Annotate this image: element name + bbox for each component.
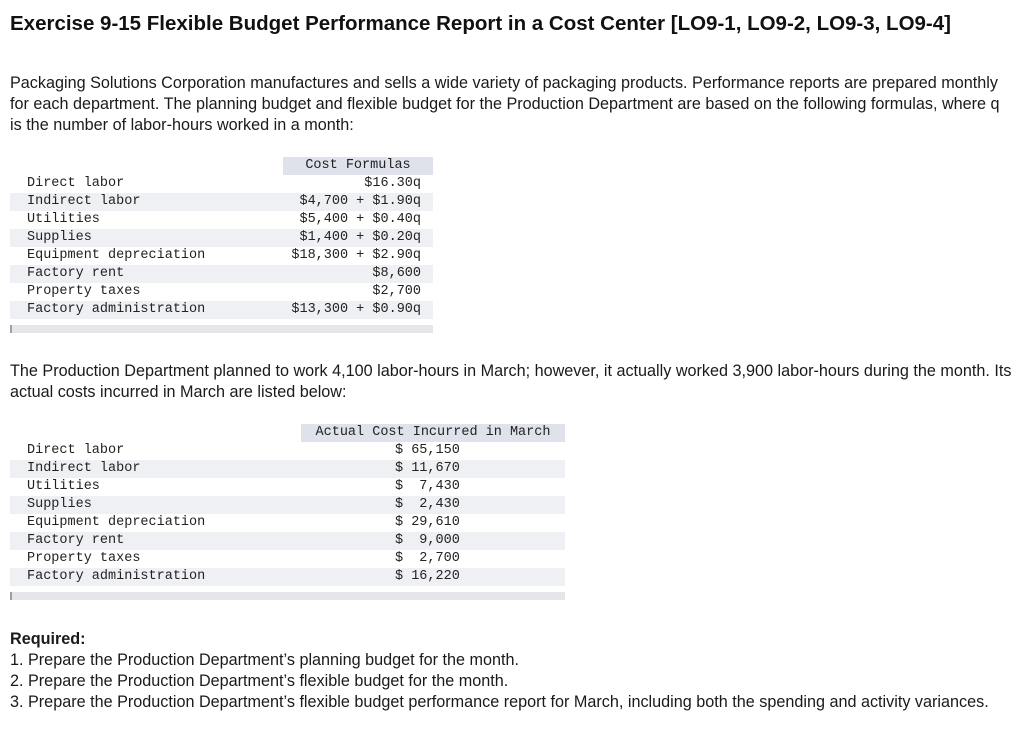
row-value: $8,600: [372, 266, 421, 281]
actual-costs-header: Actual Cost Incurred in March: [301, 424, 565, 442]
table-row: [10, 193, 433, 211]
row-value: $ 29,610: [395, 515, 460, 530]
row-label: Direct labor: [27, 443, 125, 458]
row-value: $13,300 + $0.90q: [291, 302, 421, 317]
middle-paragraph: The Production Department planned to work 4,100 labor-hours in March; however, it actually worked 3,900 labor-hours during the month. Its actual costs incurred in March are listed below:: [10, 362, 1012, 401]
table-row: [10, 496, 565, 514]
required-item: 3. Prepare the Production Department’s flexible budget performance report for March, including both the spending and activity variances.: [10, 693, 989, 711]
table-row: [10, 550, 565, 568]
table-row: [10, 247, 433, 265]
row-label: Factory administration: [27, 302, 206, 317]
table-row: [10, 175, 433, 193]
cost-formulas-table: [10, 157, 433, 337]
row-value: $ 2,430: [395, 497, 460, 512]
row-value: $16.30q: [364, 176, 421, 191]
row-label: Factory rent: [27, 266, 125, 281]
row-label: Supplies: [27, 497, 92, 512]
row-value: $18,300 + $2.90q: [291, 248, 421, 263]
row-label: Equipment depreciation: [27, 515, 206, 530]
row-value: $4,700 + $1.90q: [299, 194, 421, 209]
row-value: $ 9,000: [395, 533, 460, 548]
row-value: $ 65,150: [395, 443, 460, 458]
row-value: $ 16,220: [395, 569, 460, 584]
row-label: Property taxes: [27, 551, 141, 566]
row-label: Factory administration: [27, 569, 206, 584]
table-row: [10, 229, 433, 247]
table-row: [10, 283, 433, 301]
actual-costs-table: [10, 424, 565, 604]
table-row: [10, 478, 565, 496]
row-label: Direct labor: [27, 176, 125, 191]
table-row: [10, 265, 433, 283]
row-value: $2,700: [372, 284, 421, 299]
table-row: [10, 568, 565, 586]
required-item: 1. Prepare the Production Department’s planning budget for the month.: [10, 651, 520, 669]
table-row: [10, 211, 433, 229]
row-label: Utilities: [27, 212, 100, 227]
table-row: [10, 514, 565, 532]
row-label: Property taxes: [27, 284, 141, 299]
row-label: Indirect labor: [27, 461, 141, 476]
table-row: [10, 532, 565, 550]
row-label: Indirect labor: [27, 194, 141, 209]
row-label: Supplies: [27, 230, 92, 245]
row-label: Equipment depreciation: [27, 248, 206, 263]
row-value: $1,400 + $0.20q: [299, 230, 421, 245]
row-value: $ 7,430: [395, 479, 460, 494]
row-label: Utilities: [27, 479, 100, 494]
row-label: Factory rent: [27, 533, 125, 548]
table-row: [10, 460, 565, 478]
exercise-title: Exercise 9-15 Flexible Budget Performance Report in a Cost Center [LO9-1, LO9-2, LO9-3, LO9-4]: [10, 12, 951, 35]
table-row: [10, 442, 565, 460]
table-footer-bar: [10, 325, 433, 333]
row-value: $5,400 + $0.40q: [299, 212, 421, 227]
required-item: 2. Prepare the Production Department’s flexible budget for the month.: [10, 672, 509, 690]
row-value: $ 2,700: [395, 551, 460, 566]
cost-formulas-header: Cost Formulas: [283, 157, 433, 175]
table-row: [10, 301, 433, 319]
table-footer-bar: [10, 592, 565, 600]
row-value: $ 11,670: [395, 461, 460, 476]
required-heading: Required:: [10, 630, 86, 648]
required-section: [10, 629, 1015, 713]
intro-paragraph: Packaging Solutions Corporation manufactures and sells a wide variety of packaging products. Performance reports are prepared monthly for each department. The planning budget and flexible budget for the Production Department are based on the following formulas, where q is the number of labor-hours worked in a month:: [10, 74, 1000, 134]
